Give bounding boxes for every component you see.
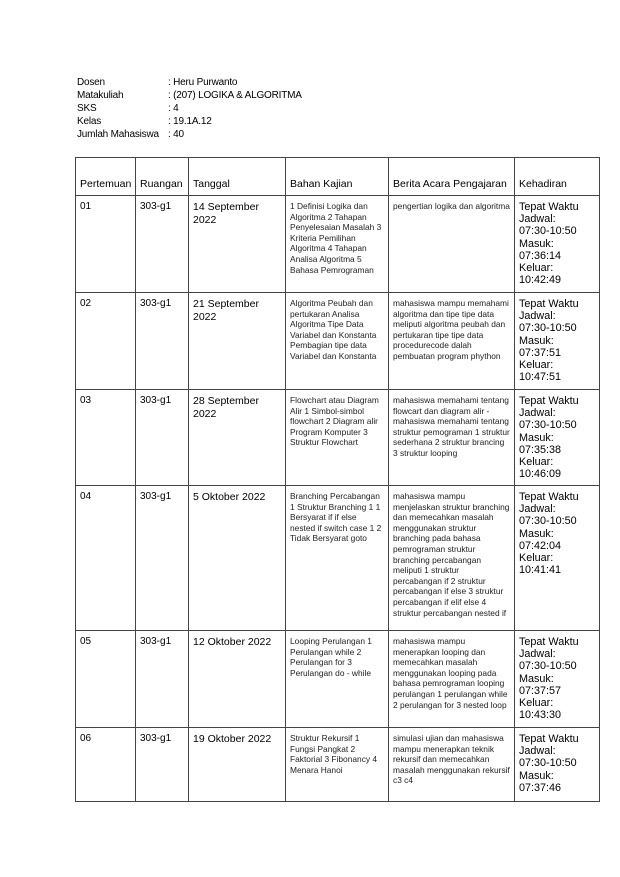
keluar-value: 10:43:30 <box>519 709 562 722</box>
cell-kehadiran <box>515 390 600 486</box>
jadwal-value: 07:30-10:50 <box>519 322 577 335</box>
cell-ruangan: 303-g1 <box>136 728 189 802</box>
info-value: : Heru Purwanto <box>168 77 238 88</box>
cell-tanggal: 28 September 2022 <box>189 390 286 486</box>
status-text: Tepat Waktu <box>519 636 579 648</box>
masuk-value: 07:37:46 <box>519 781 562 794</box>
cell-tanggal: 12 Oktober 2022 <box>189 631 286 728</box>
cell-kehadiran <box>515 486 600 631</box>
cell-kehadiran <box>515 631 600 728</box>
jadwal-value: 07:30-10:50 <box>519 757 577 770</box>
cell-kehadiran <box>515 293 600 390</box>
keluar-label: Keluar: <box>519 552 554 565</box>
cell-tanggal: 19 Oktober 2022 <box>189 728 286 802</box>
cell-berita-acara: mahasiswa mampu memahami algoritma dan tipe tipe data meliputi algoritma peubah dan pertukaran tipe tipe data procedurecode dalah pembuatan program phython <box>389 293 515 390</box>
cell-berita-acara: mahasiswa mampu menjelaskan struktur branching dan memecahkan masalah menggunakan struktur branching pada bahasa pemrograman struktur branching percabangan meliputi 1 struktur percabangan if 2 struktur percabangan if else 3 struktur percabangan if elif else 4 struktur percabangan nested if <box>389 486 515 631</box>
cell-pertemuan: 02 <box>76 293 136 390</box>
masuk-value: 07:35:38 <box>519 443 562 456</box>
keluar-value: 10:42:49 <box>519 274 562 287</box>
keluar-label: Keluar: <box>519 262 554 275</box>
attendance-table <box>75 157 600 802</box>
cell-pertemuan: 03 <box>76 390 136 486</box>
cell-pertemuan: 04 <box>76 486 136 631</box>
cell-bahan-kajian: Struktur Rekursif 1 Fungsi Pangkat 2 Faktorial 3 Fibonancy 4 Menara Hanoi <box>286 728 389 802</box>
info-label: Jumlah Mahasiswa <box>77 129 159 140</box>
cell-bahan-kajian: 1 Definisi Logika dan Algoritma 2 Tahapan Penyelesaian Masalah 3 Kriteria Pemilihan Algoritma 4 Tahapan Analisa Algoritma 5 Bahasa Pemrograman <box>286 196 389 293</box>
masuk-label: Masuk: <box>519 431 554 444</box>
info-jumlah-mahasiswa <box>77 128 302 141</box>
cell-bahan-kajian: Branching Percabangan 1 Struktur Branching 1 1 Bersyarat if if else nested if switch case 1 2 Tidak Bersyarat goto <box>286 486 389 631</box>
jadwal-value: 07:30-10:50 <box>519 515 577 528</box>
cell-ruangan: 303-g1 <box>136 293 189 390</box>
info-label: Matakuliah <box>77 90 124 101</box>
cell-ruangan: 303-g1 <box>136 390 189 486</box>
cell-kehadiran <box>515 728 600 802</box>
table-row <box>76 293 600 390</box>
cell-pertemuan: 06 <box>76 728 136 802</box>
status-text: Tepat Waktu <box>519 201 579 213</box>
cell-ruangan: 303-g1 <box>136 196 189 293</box>
masuk-label: Masuk: <box>519 237 554 250</box>
table-header-row <box>76 158 600 196</box>
cell-kehadiran <box>515 196 600 293</box>
table-row <box>76 196 600 293</box>
table-row <box>76 486 600 631</box>
jadwal-value: 07:30-10:50 <box>519 660 577 673</box>
jadwal-label: Jadwal: <box>519 745 556 758</box>
header-kehadiran: Kehadiran <box>515 158 600 196</box>
keluar-label: Keluar: <box>519 456 554 469</box>
cell-bahan-kajian: Algoritma Peubah dan pertukaran Analisa Algoritma Tipe Data Variabel dan Konstanta Pembagian tipe data Variabel dan Konstanta <box>286 293 389 390</box>
masuk-label: Masuk: <box>519 769 554 782</box>
header-berita-acara: Berita Acara Pengajaran <box>389 158 515 196</box>
cell-berita-acara: mahasiswa memahami tentang flowcart dan diagram alir -mahasiswa memahami tentang struktur pemograman 1 struktur sederhana 2 struktur brancing 3 struktur looping <box>389 390 515 486</box>
keluar-value: 10:41:41 <box>519 564 562 577</box>
keluar-label: Keluar: <box>519 359 554 372</box>
masuk-label: Masuk: <box>519 672 554 685</box>
masuk-value: 07:42:04 <box>519 539 562 552</box>
info-dosen <box>77 76 302 89</box>
jadwal-label: Jadwal: <box>519 310 556 323</box>
info-value: : 4 <box>168 103 179 114</box>
cell-bahan-kajian: Looping Perulangan 1 Perulangan while 2 Perulangan for 3 Perulangan do - while <box>286 631 389 728</box>
jadwal-value: 07:30-10:50 <box>519 225 577 238</box>
info-label: SKS <box>77 103 97 114</box>
table-row <box>76 631 600 728</box>
jadwal-label: Jadwal: <box>519 407 556 420</box>
status-text: Tepat Waktu <box>519 395 579 407</box>
header-bahan-kajian: Bahan Kajian <box>286 158 389 196</box>
cell-berita-acara: simulasi ujian dan mahasiswa mampu menerapkan teknik rekursif dan memecahkan masalah menggunakan rekursif c3 c4 <box>389 728 515 802</box>
jadwal-label: Jadwal: <box>519 503 556 516</box>
cell-berita-acara: pengertian logika dan algoritma <box>389 196 515 293</box>
cell-tanggal: 21 September 2022 <box>189 293 286 390</box>
cell-ruangan: 303-g1 <box>136 486 189 631</box>
table-row <box>76 390 600 486</box>
keluar-value: 10:47:51 <box>519 371 562 384</box>
table-row <box>76 728 600 802</box>
cell-berita-acara: mahasiswa mampu menerapkan looping dan memecahkan masalah menggunakan looping pada bahasa pemrograman looping perulangan 1 perulangan while 2 perulangan for 3 nested loop <box>389 631 515 728</box>
info-label: Kelas <box>77 116 102 127</box>
header-pertemuan: Pertemuan <box>76 158 136 196</box>
info-value: : (207) LOGIKA & ALGORITMA <box>168 90 302 101</box>
info-label: Dosen <box>77 77 105 88</box>
masuk-value: 07:37:51 <box>519 346 562 359</box>
masuk-value: 07:36:14 <box>519 249 562 262</box>
cell-bahan-kajian: Flowchart atau Diagram Alir 1 Simbol-simbol flowchart 2 Diagram alir Program Komputer 3 Struktur Flowchart <box>286 390 389 486</box>
course-info <box>77 76 302 141</box>
jadwal-label: Jadwal: <box>519 648 556 661</box>
info-value: : 40 <box>168 129 184 140</box>
info-sks <box>77 102 302 115</box>
status-text: Tepat Waktu <box>519 733 579 745</box>
info-kelas <box>77 115 302 128</box>
keluar-value: 10:46:09 <box>519 468 562 481</box>
keluar-label: Keluar: <box>519 697 554 710</box>
info-matakuliah <box>77 89 302 102</box>
jadwal-label: Jadwal: <box>519 213 556 226</box>
header-tanggal: Tanggal <box>189 158 286 196</box>
cell-tanggal: 14 September 2022 <box>189 196 286 293</box>
cell-pertemuan: 05 <box>76 631 136 728</box>
cell-pertemuan: 01 <box>76 196 136 293</box>
masuk-value: 07:37:57 <box>519 684 562 697</box>
status-text: Tepat Waktu <box>519 298 579 310</box>
cell-ruangan: 303-g1 <box>136 631 189 728</box>
status-text: Tepat Waktu <box>519 491 579 503</box>
jadwal-value: 07:30-10:50 <box>519 419 577 432</box>
masuk-label: Masuk: <box>519 334 554 347</box>
info-value: : 19.1A.12 <box>168 116 212 127</box>
cell-tanggal: 5 Oktober 2022 <box>189 486 286 631</box>
masuk-label: Masuk: <box>519 527 554 540</box>
header-ruangan: Ruangan <box>136 158 189 196</box>
